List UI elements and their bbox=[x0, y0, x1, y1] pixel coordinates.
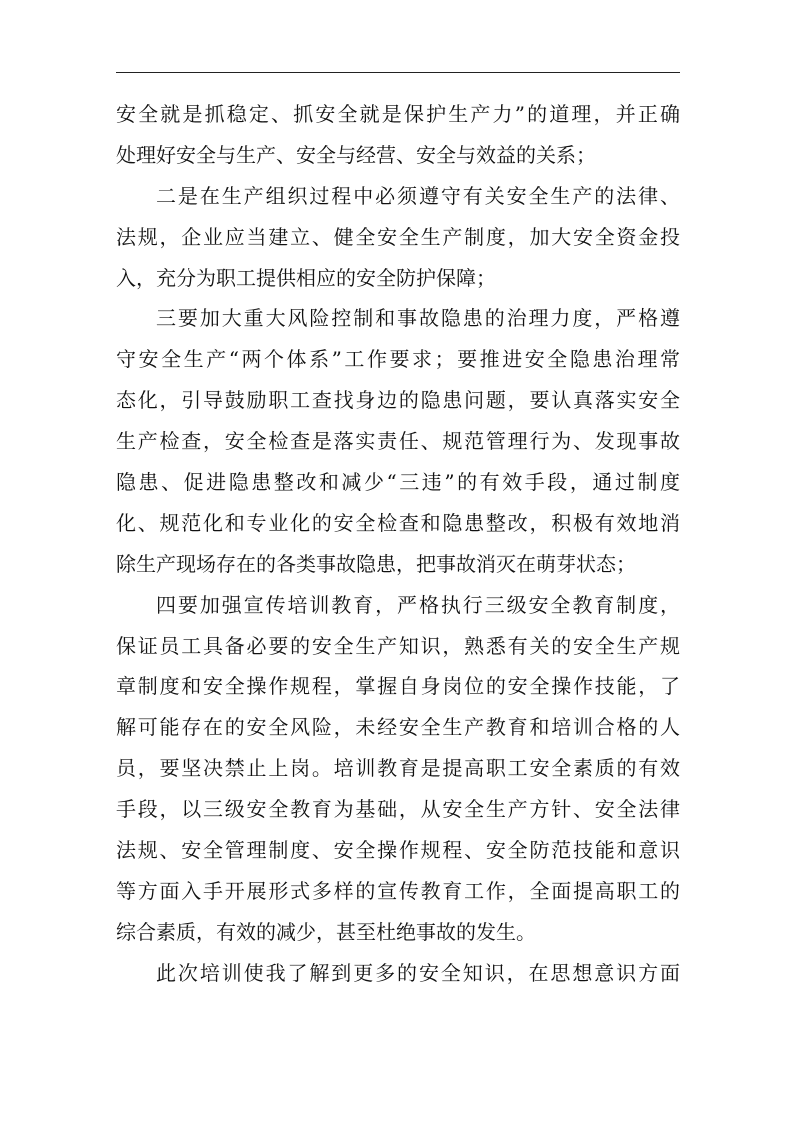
text-line: 守安全生产“两个体系”工作要求；要推进安全隐患治理常 bbox=[116, 347, 680, 372]
text-line: 安全就是抓稳定、抓安全就是保护生产力”的道理，并正确 bbox=[116, 102, 680, 126]
text-line: 除生产现场存在的各类事故隐患，把事故消灭在萌芽状态； bbox=[116, 551, 636, 576]
text-line: 四要加强宣传培训教育，严格执行三级安全教育制度， bbox=[156, 592, 680, 617]
text-line: 处理好安全与生产、安全与经营、安全与效益的关系； bbox=[116, 142, 596, 167]
text-line: 二是在生产组织过程中必须遵守有关安全生产的法律、 bbox=[156, 183, 680, 208]
text-line: 法规，企业应当建立、健全安全生产制度，加大安全资金投 bbox=[116, 224, 680, 249]
text-line: 生产检查，安全检查是落实责任、规范管理行为、发现事故 bbox=[116, 429, 680, 454]
text-line: 解可能存在的安全风险，未经安全生产教育和培训合格的人 bbox=[116, 715, 680, 740]
text-line: 态化，引导鼓励职工查找身边的隐患问题，要认真落实安全 bbox=[116, 388, 680, 413]
text-line: 手段，以三级安全教育为基础，从安全生产方针、安全法律 bbox=[116, 797, 680, 822]
text-line: 三要加大重大风险控制和事故隐患的治理力度，严格遵 bbox=[156, 306, 680, 331]
text-line: 章制度和安全操作规程，掌握自身岗位的安全操作技能，了 bbox=[116, 674, 680, 699]
text-line: 员，要坚决禁止上岗。培训教育是提高职工安全素质的有效 bbox=[116, 756, 680, 781]
text-line: 入，充分为职工提供相应的安全防护保障； bbox=[116, 265, 496, 290]
text-line: 化、规范化和专业化的安全检查和隐患整改，积极有效地消 bbox=[116, 510, 680, 535]
text-line: 隐患、促进隐患整改和减少“三违”的有效手段，通过制度 bbox=[116, 470, 680, 495]
text-line: 此次培训使我了解到更多的安全知识，在思想意识方面 bbox=[156, 960, 680, 985]
text-line: 保证员工具备必要的安全生产知识，熟悉有关的安全生产规 bbox=[116, 633, 680, 658]
header-rule bbox=[116, 72, 680, 73]
body-text bbox=[116, 94, 680, 994]
text-line: 等方面入手开展形式多样的宣传教育工作，全面提高职工的 bbox=[116, 878, 680, 903]
text-line: 法规、安全管理制度、安全操作规程、安全防范技能和意识 bbox=[116, 838, 680, 863]
text-line: 综合素质，有效的减少，甚至杜绝事故的发生。 bbox=[116, 919, 536, 944]
